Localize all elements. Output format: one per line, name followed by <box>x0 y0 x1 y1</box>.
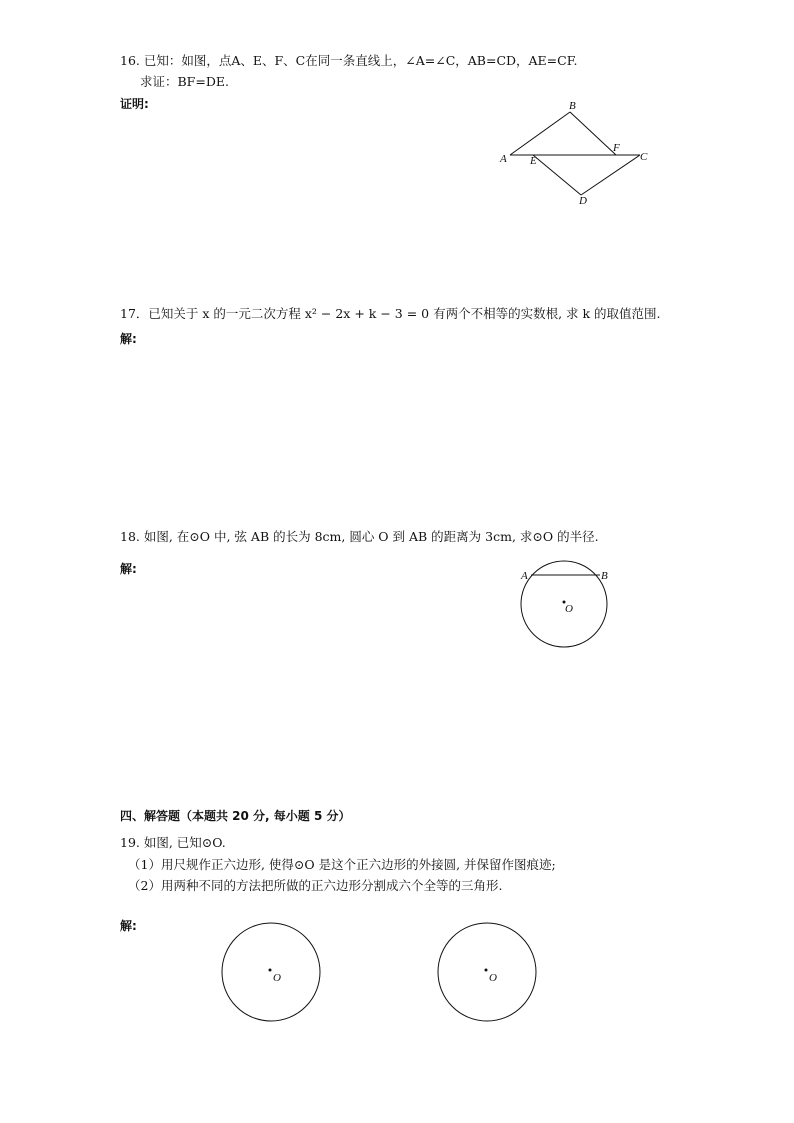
q16-to-prove: 求证：BF=DE. <box>140 74 229 89</box>
q17-statement: 17．已知关于 x 的一元二次方程 x² − 2x + k − 3 = 0 有两个不相等的实数根, 求 k 的取值范围. <box>120 306 661 321</box>
label-B: B <box>601 570 608 582</box>
q19-solution-label: 解: <box>120 919 137 933</box>
circle-O-right <box>438 923 536 1021</box>
label-C: C <box>640 151 648 163</box>
label-O-right: O <box>489 972 497 984</box>
section-heading: 四、解答题（本题共 20 分, 每小题 5 分） <box>120 809 351 823</box>
q16-statement: 16. 已知：如图，点A、E、F、C在同一条直线上，∠A=∠C，AB=CD，AE=CF. <box>120 53 578 68</box>
q18-solution-label: 解: <box>120 562 137 576</box>
center-dot-left <box>269 969 272 972</box>
q19-part2: （2）用两种不同的方法把所做的正六边形分割成六个全等的三角形. <box>128 878 503 893</box>
circle-O-left <box>222 923 320 1021</box>
label-D: D <box>579 195 587 207</box>
label-O: O <box>565 603 573 615</box>
q19-statement: 19. 如图, 已知⊙O. <box>120 835 226 850</box>
q16-proof-label: 证明: <box>120 97 149 111</box>
q19-part1: （1）用尺规作正六边形, 使得⊙O 是这个正六边形的外接圆, 并保留作图痕迹; <box>128 857 556 872</box>
label-A: A <box>500 153 507 165</box>
q17-solution-label: 解: <box>120 332 137 346</box>
label-A: A <box>521 570 528 582</box>
q18-statement: 18. 如图, 在⊙O 中, 弦 AB 的长为 8cm, 圆心 O 到 AB 的距离为 3cm, 求⊙O 的半径. <box>120 529 599 544</box>
label-B: B <box>569 100 576 112</box>
center-dot-right <box>485 969 488 972</box>
label-F: F <box>613 142 620 154</box>
label-O-left: O <box>273 972 281 984</box>
label-E: E <box>530 155 537 167</box>
